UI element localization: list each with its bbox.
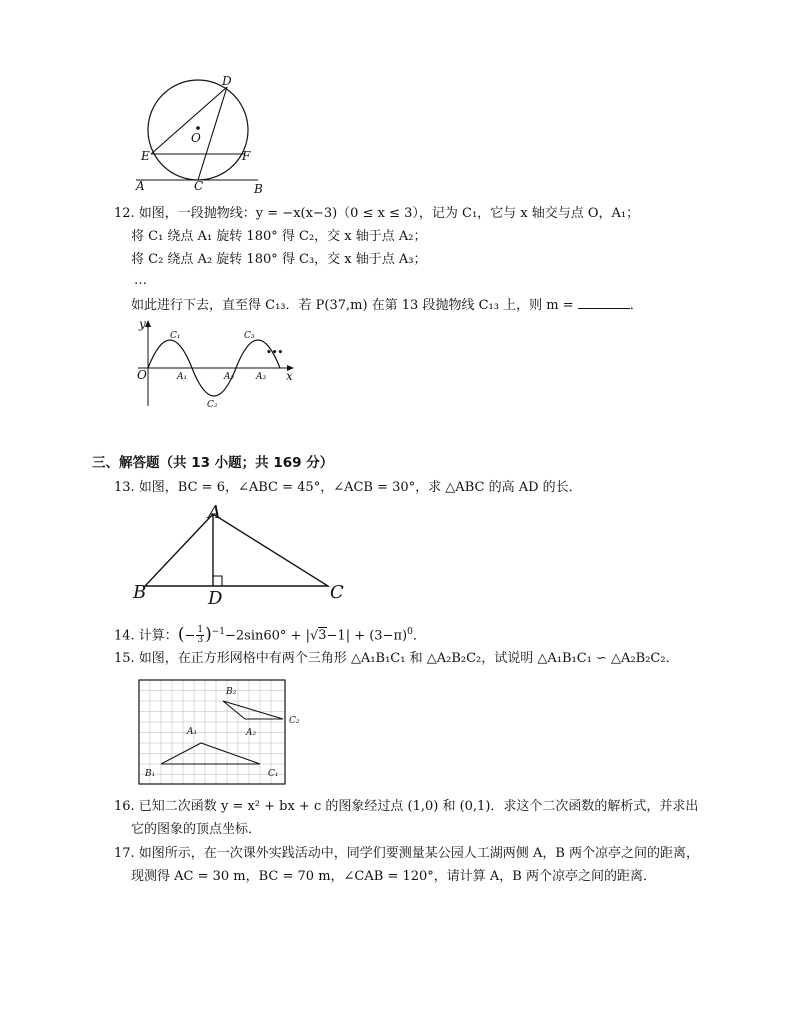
label-a1: A₁ [177,372,188,382]
label-f: F [242,149,251,163]
q14-sqrt-arg: 3 [318,628,327,644]
q14-exp0: 0 [407,627,413,637]
q12-line3: 将 C₂ 绕点 A₂ 旋转 180° 得 C₃，交 x 轴于点 A₃； [131,252,427,267]
grid-figure [137,677,307,787]
q12-line5 [131,296,643,315]
label-a2: A₂ [246,728,257,738]
label-a2: A₂ [224,372,235,382]
label-c2: C₂ [289,716,300,726]
parabola-figure [130,318,305,413]
q14-rest1: −2sin60° + |√ [225,628,319,644]
q12-line5-text: 如此进行下去，直至得 C₁₃．若 P(37,m) 在第 13 段抛物线 C₁₃ 上，则 m = [131,298,574,313]
q14-line [114,620,426,644]
label-a1: A₁ [187,727,198,737]
label-c: C [330,582,344,603]
q16-line1: 16. 已知二次函数 y = x² + bx + c 的图象经过点 (1,0) 和 (0,1)．求这个二次函数的解析式，并求出 [114,799,699,814]
label-o: O [137,368,147,382]
triangle-a2b2c2 [223,701,283,719]
label-b1: B₁ [145,769,156,779]
center-dot [196,126,200,130]
label-b: B [133,582,147,603]
q17-line2: 现测得 AC = 30 m，BC = 70 m，∠CAB = 120°，请计算 A，B 两个凉亭之间的距离． [131,869,656,884]
curve-c1 [148,340,192,368]
label-c2: C₂ [207,400,218,410]
q14-prefix: 14. 计算： [114,628,178,644]
label-e: E [141,149,150,163]
label-d: D [222,74,232,88]
q12-line4: … [134,273,147,288]
q12-line1: 12. 如图，一段抛物线：y = −x(x−3)（0 ≤ x ≤ 3），记为 C₁，它与 x 轴交与点 O，A₁； [114,206,640,221]
q13-text: 13. 如图，BC = 6，∠ABC = 45°，∠ACB = 30°，求 △ABC 的高 AD 的长． [114,480,582,495]
triangle-abc [145,514,328,586]
label-a3: A₃ [256,372,267,382]
label-b: B [254,182,263,196]
label-a: A [208,502,221,523]
circle-figure [128,72,268,197]
q14-fraction [196,626,204,645]
q12-line2: 将 C₁ 绕点 A₁ 旋转 180° 得 C₂，交 x 轴于点 A₂； [131,229,427,244]
label-y: y [139,318,146,331]
label-a: A [136,179,145,193]
right-angle-mark [213,576,222,586]
q14-exp: −1 [211,627,226,637]
label-x: x [286,369,293,383]
q14-end: ． [412,628,426,644]
label-c1: C₁ [268,769,279,779]
y-axis-arrow [145,320,151,327]
q14-minus: − [184,628,196,644]
label-c: C [194,179,204,193]
q14-rest2: −1| + (3−π) [326,628,408,644]
label-c1: C₁ [170,331,181,341]
q14-frac-num: 1 [197,625,204,636]
section-title: 三、解答题（共 13 小题；共 169 分） [92,455,334,471]
q14-lparen: ( [177,624,185,645]
label-b2: B₂ [226,687,237,697]
q14-rparen: ) [205,624,212,645]
chord-dc [198,87,227,180]
label-o: O [191,131,201,145]
label-dots: ••• [266,348,284,358]
q16-line2: 它的图象的顶点坐标． [131,822,262,837]
label-c3: C₃ [244,331,255,341]
grid-lines [139,680,285,784]
q14-frac-den: 3 [197,635,204,646]
chord-ed [151,87,227,154]
q17-line1: 17. 如图所示，在一次课外实践活动中，同学们要测量某公园人工湖两侧 A，B 两个凉亭之间的距离， [114,846,700,861]
label-d: D [208,588,223,608]
circle-o [148,80,248,180]
q12-line5-end: ． [629,298,643,313]
q15-text: 15. 如图，在正方形网格中有两个三角形 △A₁B₁C₁ 和 △A₂B₂C₂，试说明 △A₁B₁C₁ ∽ △A₂B₂C₂． [114,651,679,666]
answer-blank[interactable] [578,296,630,309]
triangle-figure [128,500,353,608]
